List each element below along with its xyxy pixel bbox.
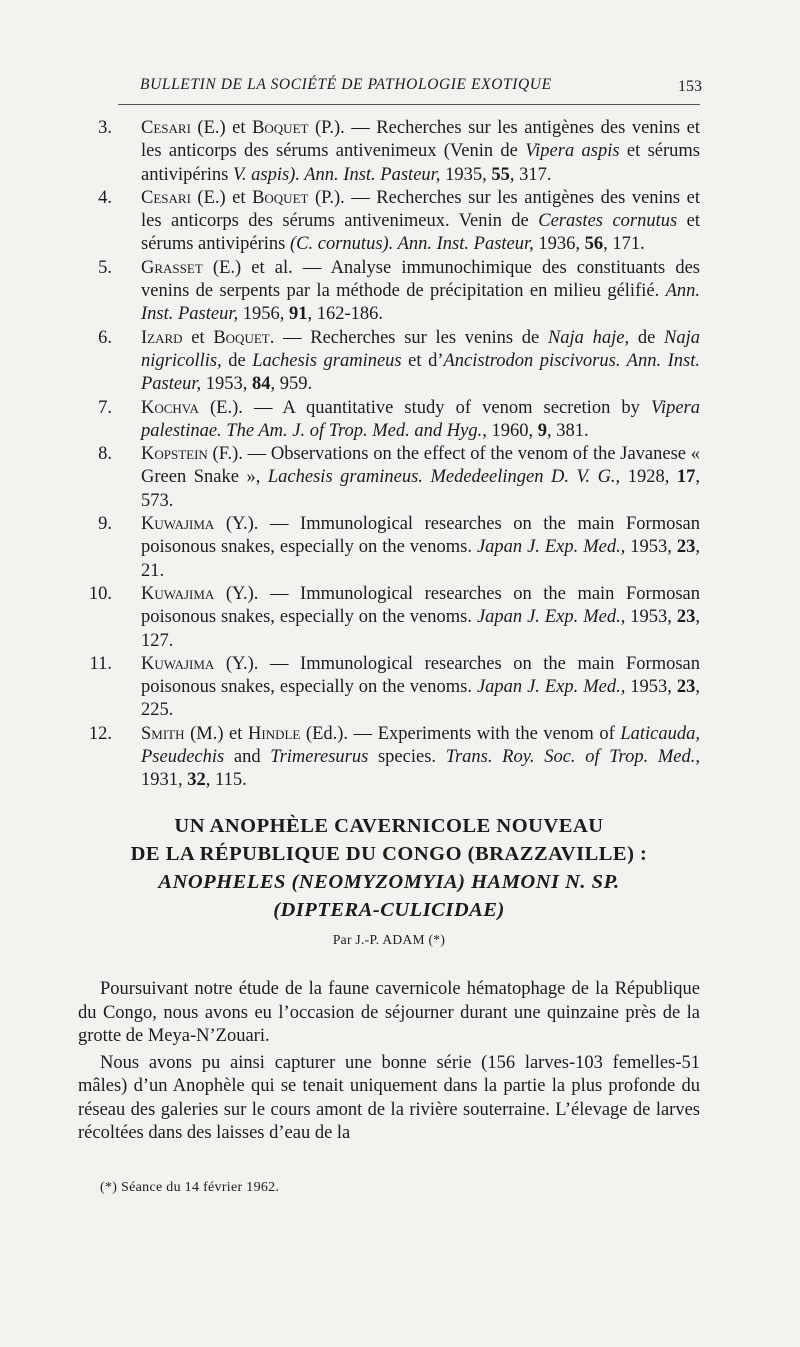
reference-italic: Japan J. Exp. Med.,	[476, 677, 626, 698]
reference-text: , 381.	[546, 420, 589, 441]
reference-text: et d’	[401, 350, 444, 371]
reference-italic: Naja haje,	[547, 327, 630, 348]
reference-italic: Naja nigricollis,	[141, 327, 700, 371]
reference-author: Kopstein	[141, 444, 208, 465]
reference-text: 1960,	[486, 420, 538, 441]
reference-italic: Lachesis gramineus. Mededeelingen D. V. G.,	[267, 467, 621, 488]
article-title-line-1: UN ANOPHÈLE CAVERNICOLE NOUVEAU	[174, 815, 604, 837]
reference-text: , 115.	[205, 770, 247, 791]
reference-number: 3.	[98, 118, 112, 138]
reference-number: 6.	[98, 327, 112, 348]
reference-italic: (C. cornutus). Ann. Inst. Pasteur,	[290, 234, 534, 255]
reference-volume: 23	[676, 607, 696, 628]
reference-item	[78, 723, 700, 793]
reference-text: . — Recherches sur les venins de	[269, 327, 548, 348]
reference-text: et	[182, 327, 214, 348]
reference-text: (F.). — Observations on the effect of the venom of the Javanese « Green Snake »,	[141, 444, 700, 488]
reference-text: et sérums antivipérins	[141, 141, 700, 185]
reference-text: and	[224, 747, 271, 768]
reference-text: (Ed.). — Experiments with the venom of	[300, 723, 621, 744]
reference-author: Cesari	[141, 118, 191, 138]
reference-text: , 959.	[270, 374, 313, 395]
reference-list	[78, 117, 700, 793]
reference-text: 1928,	[620, 467, 677, 488]
reference-item	[78, 257, 700, 327]
reference-text: et sérums antivipérins	[141, 211, 701, 255]
reference-author: Boquet	[252, 187, 309, 208]
reference-text: de	[629, 327, 664, 348]
reference-number: 12.	[88, 723, 112, 744]
reference-author: Boquet	[252, 118, 309, 138]
reference-italic: Vipera palestinae. The Am. J. of Trop. Med. and Hyg.,	[141, 397, 700, 441]
reference-text: 1953,	[201, 374, 252, 395]
reference-text: , 162-186.	[307, 304, 384, 325]
reference-italic: V. aspis). Ann. Inst. Pasteur,	[232, 164, 441, 185]
reference-text: (Y.). — Immunological researches on the main Formosan poisonous snakes, especially on the venoms.	[141, 653, 700, 698]
reference-item	[78, 327, 700, 397]
reference-author: Izard	[141, 327, 183, 348]
reference-text: 1953,	[625, 537, 677, 558]
reference-number: 4.	[98, 187, 112, 208]
reference-italic: Trimeresurus	[270, 747, 369, 768]
article-author: Par J.-P. ADAM (*)	[332, 932, 446, 947]
reference-text: 1936,	[533, 234, 585, 255]
reference-text: 1953,	[625, 607, 677, 628]
running-header	[118, 76, 708, 106]
reference-volume: 55	[491, 164, 510, 185]
reference-text: , 171.	[603, 234, 645, 255]
reference-italic: Trans. Roy. Soc. of Trop. Med.,	[445, 747, 700, 768]
reference-text: (E.). — A quantitative study of venom secretion by	[198, 397, 652, 418]
reference-text: (E.) et	[190, 187, 253, 208]
reference-volume: 32	[187, 770, 206, 791]
reference-item	[78, 653, 700, 723]
reference-volume: 9	[537, 420, 547, 441]
reference-text: species.	[368, 747, 446, 768]
reference-text: 1956,	[238, 304, 289, 325]
article-title-line-2: DE LA RÉPUBLIQUE DU CONGO (BRAZZAVILLE) :	[130, 843, 648, 865]
reference-author: Kuwajima	[141, 583, 215, 604]
reference-text: (P.). — Recherches sur les antigènes des venins et les anticorps des sérums antivenimeux (Venin de	[141, 118, 700, 162]
reference-volume: 84	[252, 374, 271, 395]
header-rule	[118, 104, 700, 105]
article-title-line-3: ANOPHELES (NEOMYZOMYIA) HAMONI N. SP.	[158, 871, 620, 893]
reference-text: (M.) et	[184, 723, 248, 744]
page-number: 153	[678, 78, 702, 95]
reference-item	[78, 397, 700, 444]
reference-author: Kuwajima	[141, 514, 215, 535]
body-paragraph: Nous avons pu ainsi capturer une bonne série (156 larves-103 femelles-51 mâles) d’un Anophèle qui se tenait uniquement dans la partie la plus profonde du réseau des galeries sur le cours amont de la rivière souterraine. L’élevage de larves récoltées dans des laisses d’eau de la	[78, 1052, 700, 1143]
reference-text: , 317.	[509, 164, 552, 185]
reference-text: 1935,	[440, 164, 492, 185]
reference-item	[78, 187, 700, 257]
reference-volume: 56	[584, 234, 604, 255]
footnote: (*) Séance du 14 février 1962.	[100, 1180, 280, 1195]
reference-author: Boquet	[213, 327, 270, 348]
reference-text: 1953,	[625, 677, 677, 698]
reference-author: Smith	[141, 723, 185, 744]
article-body	[78, 978, 700, 1146]
reference-volume: 17	[676, 467, 696, 488]
reference-text: , 21.	[141, 537, 701, 581]
article-title-line-4: (DIPTERA-CULICIDAE)	[273, 899, 505, 921]
reference-text: , 573.	[141, 467, 701, 511]
reference-text: (E.) et al. — Analyse immunochimique des constituants des venins de serpents par la méthode de précipitation en milieu gélifié.	[141, 257, 700, 302]
reference-italic: Japan J. Exp. Med.,	[476, 607, 626, 628]
reference-item	[78, 513, 700, 583]
reference-number: 9.	[98, 514, 112, 535]
reference-italic: Japan J. Exp. Med.,	[476, 537, 626, 558]
reference-italic: Ancistrodon piscivorus. Ann. Inst. Pasteur,	[141, 350, 700, 395]
reference-text: 1931,	[141, 770, 188, 791]
reference-author: Kochva	[141, 397, 199, 418]
reference-italic: Vipera aspis	[525, 141, 620, 162]
reference-italic: Lachesis gramineus	[252, 350, 402, 371]
reference-number: 10.	[88, 583, 112, 604]
reference-author: Hindle	[248, 723, 301, 744]
reference-text: de	[221, 350, 253, 371]
reference-item	[78, 583, 700, 653]
reference-volume: 91	[289, 304, 308, 325]
reference-italic: Cerastes cornutus	[538, 211, 678, 232]
reference-text: (P.). — Recherches sur les antigènes des venins et les anticorps des sérums antivenimeux. Venin de	[141, 187, 700, 232]
reference-text: (Y.). — Immunological researches on the main Formosan poisonous snakes, especially on the venoms.	[141, 514, 700, 558]
reference-author: Cesari	[141, 187, 191, 208]
reference-volume: 23	[676, 677, 696, 698]
article-title-block	[78, 812, 700, 948]
reference-text: (Y.). — Immunological researches on the main Formosan poisonous snakes, especially on the venoms.	[141, 583, 700, 628]
body-paragraph: Poursuivant notre étude de la faune cavernicole hématophage de la République du Congo, nous avons eu l’occasion de séjourner durant une quinzaine près de la grotte de Meya-N’Zouari.	[78, 979, 700, 1046]
journal-title: BULLETIN DE LA SOCIÉTÉ DE PATHOLOGIE EXOTIQUE	[140, 76, 552, 93]
reference-text: , 127.	[141, 607, 701, 651]
reference-italic: Laticauda, Pseudechis	[141, 723, 700, 768]
reference-volume: 23	[676, 537, 696, 558]
reference-text: , 225.	[141, 677, 701, 721]
reference-author: Kuwajima	[141, 653, 215, 674]
reference-italic: Ann. Inst. Pasteur,	[141, 281, 700, 325]
reference-number: 8.	[98, 444, 112, 465]
reference-number: 7.	[98, 397, 112, 418]
reference-author: Grasset	[141, 257, 203, 278]
reference-item	[78, 443, 700, 513]
reference-item	[78, 117, 700, 187]
reference-number: 5.	[98, 257, 112, 278]
reference-number: 11.	[89, 653, 112, 674]
reference-text: (E.) et	[190, 118, 253, 138]
